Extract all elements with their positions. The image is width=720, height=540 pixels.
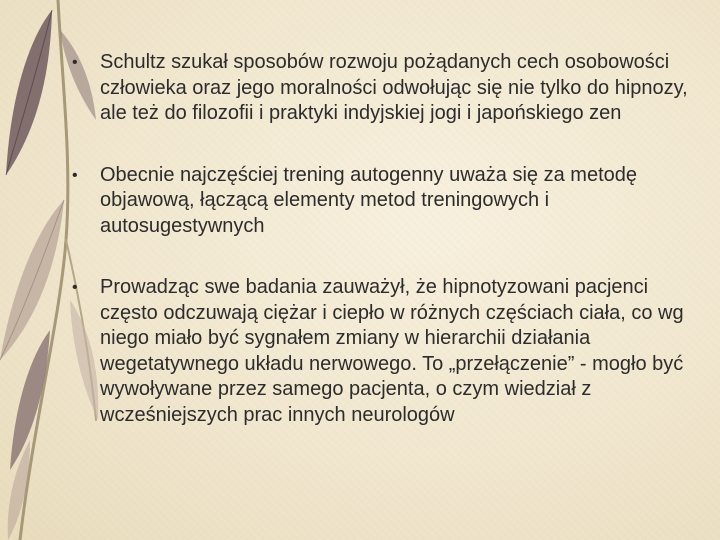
bullet-item-2 — [68, 163, 708, 240]
bullet-list — [68, 50, 708, 428]
bullet-dot: • — [72, 54, 78, 71]
bullet-text: Schultz szukał sposobów rozwoju pożądanych cech osobowości człowieka oraz jego moralności odwołując się nie tylko do hipnozy, ale też do filozofii i praktyki indyjskiej jogi i japońskiego zen — [100, 51, 688, 124]
bullet-item-1 — [68, 50, 708, 127]
slide-content — [68, 50, 708, 428]
bullet-dot: • — [72, 279, 78, 296]
bullet-text: Obecnie najczęściej trening autogenny uważa się za metodę objawową, łączącą elementy metod treningowych i autosugestywnych — [100, 163, 637, 237]
bullet-text: Prowadząc swe badania zauważył, że hipnotyzowani pacjenci często odczuwają ciężar i ciepło w różnych częściach ciała, co wg niego miało być sygnałem zmiany w hierarchii działania wegetatywnego układu nerwowego. To „przełączenie” - mogło być wywoływane przez samego pacjenta, o czym wiedział z wcześniejszych prac innych neurologów — [100, 276, 684, 426]
bullet-item-3 — [68, 275, 708, 428]
bullet-dot: • — [72, 166, 78, 184]
